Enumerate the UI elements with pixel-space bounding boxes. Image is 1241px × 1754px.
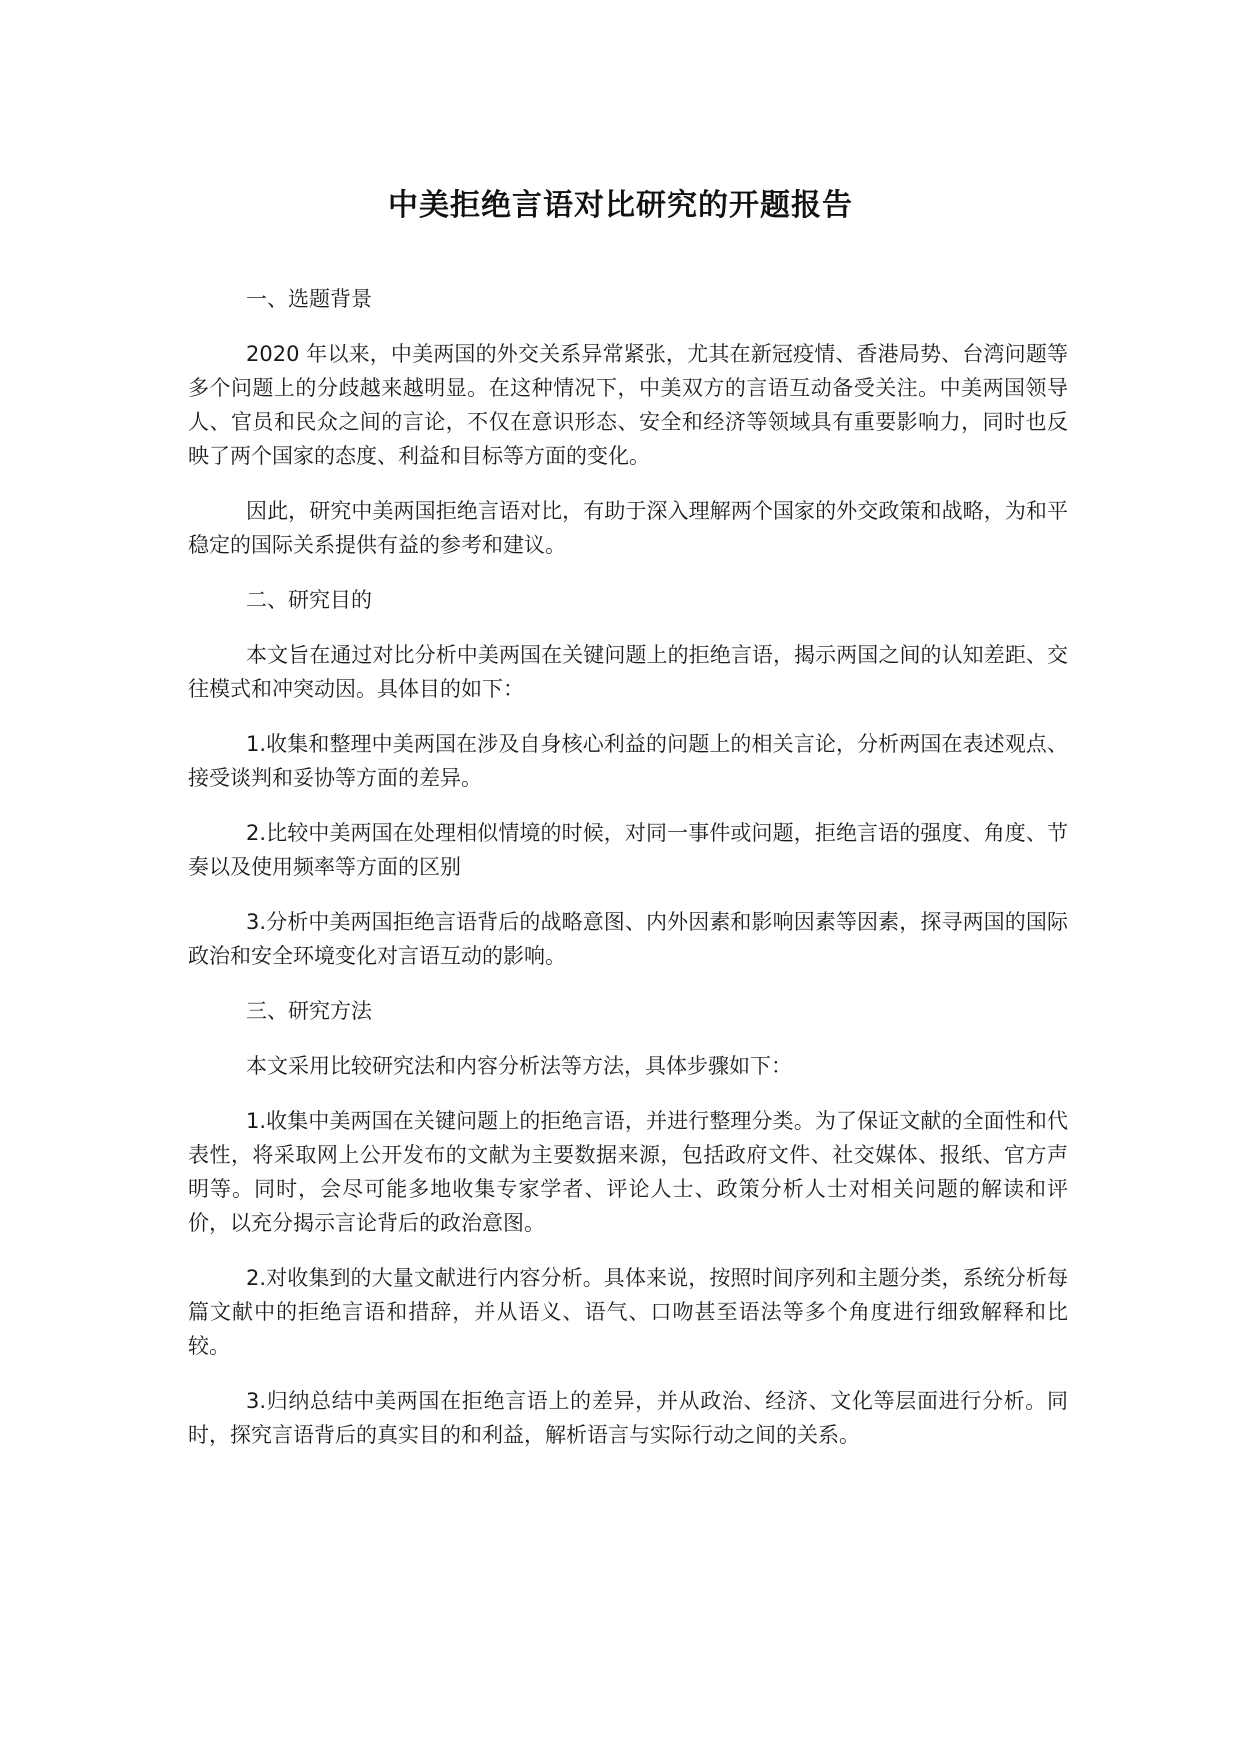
section-heading: 一、选题背景 bbox=[246, 287, 372, 311]
section-method bbox=[188, 994, 1068, 1452]
list-item: 3.分析中美两国拒绝言语背后的战略意图、内外因素和影响因素等因素，探寻两国的国际政治和安全环境变化对言语互动的影响。 bbox=[188, 910, 1068, 968]
document-title: 中美拒绝言语对比研究的开题报告 bbox=[388, 188, 853, 223]
section-background bbox=[188, 282, 1068, 562]
paragraph: 因此，研究中美两国拒绝言语对比，有助于深入理解两个国家的外交政策和战略，为和平稳定的国际关系提供有益的参考和建议。 bbox=[188, 499, 1068, 557]
list-item: 3.归纳总结中美两国在拒绝言语上的差异，并从政治、经济、文化等层面进行分析。同时，探究言语背后的真实目的和利益，解析语言与实际行动之间的关系。 bbox=[188, 1389, 1068, 1447]
paragraph: 2020 年以来，中美两国的外交关系异常紧张，尤其在新冠疫情、香港局势、台湾问题等多个问题上的分歧越来越明显。在这种情况下，中美双方的言语互动备受关注。中美两国领导人、官员和民众之间的言论，不仅在意识形态、安全和经济等领域具有重要影响力，同时也反映了两个国家的态度、利益和目标等方面的变化。 bbox=[188, 342, 1068, 468]
paragraph: 本文采用比较研究法和内容分析法等方法，具体步骤如下： bbox=[246, 1054, 792, 1078]
list-item: 1.收集中美两国在关键问题上的拒绝言语，并进行整理分类。为了保证文献的全面性和代表性，将采取网上公开发布的文献为主要数据来源，包括政府文件、社交媒体、报纸、官方声明等。同时，会尽可能多地收集专家学者、评论人士、政策分析人士对相关问题的解读和评价，以充分揭示言论背后的政治意图。 bbox=[188, 1109, 1068, 1235]
list-item: 2.对收集到的大量文献进行内容分析。具体来说，按照时间序列和主题分类，系统分析每篇文献中的拒绝言语和措辞，并从语义、语气、口吻甚至语法等多个角度进行细致解释和比较。 bbox=[188, 1266, 1068, 1358]
document-body bbox=[188, 282, 1068, 1473]
section-heading: 二、研究目的 bbox=[246, 588, 372, 612]
list-item: 2.比较中美两国在处理相似情境的时候，对同一事件或问题，拒绝言语的强度、角度、节奏以及使用频率等方面的区别 bbox=[188, 821, 1068, 879]
section-purpose bbox=[188, 583, 1068, 973]
list-item: 1.收集和整理中美两国在涉及自身核心利益的问题上的相关言论，分析两国在表述观点、接受谈判和妥协等方面的差异。 bbox=[188, 732, 1068, 790]
section-heading: 三、研究方法 bbox=[246, 999, 372, 1023]
paragraph: 本文旨在通过对比分析中美两国在关键问题上的拒绝言语，揭示两国之间的认知差距、交往模式和冲突动因。具体目的如下： bbox=[188, 643, 1068, 701]
